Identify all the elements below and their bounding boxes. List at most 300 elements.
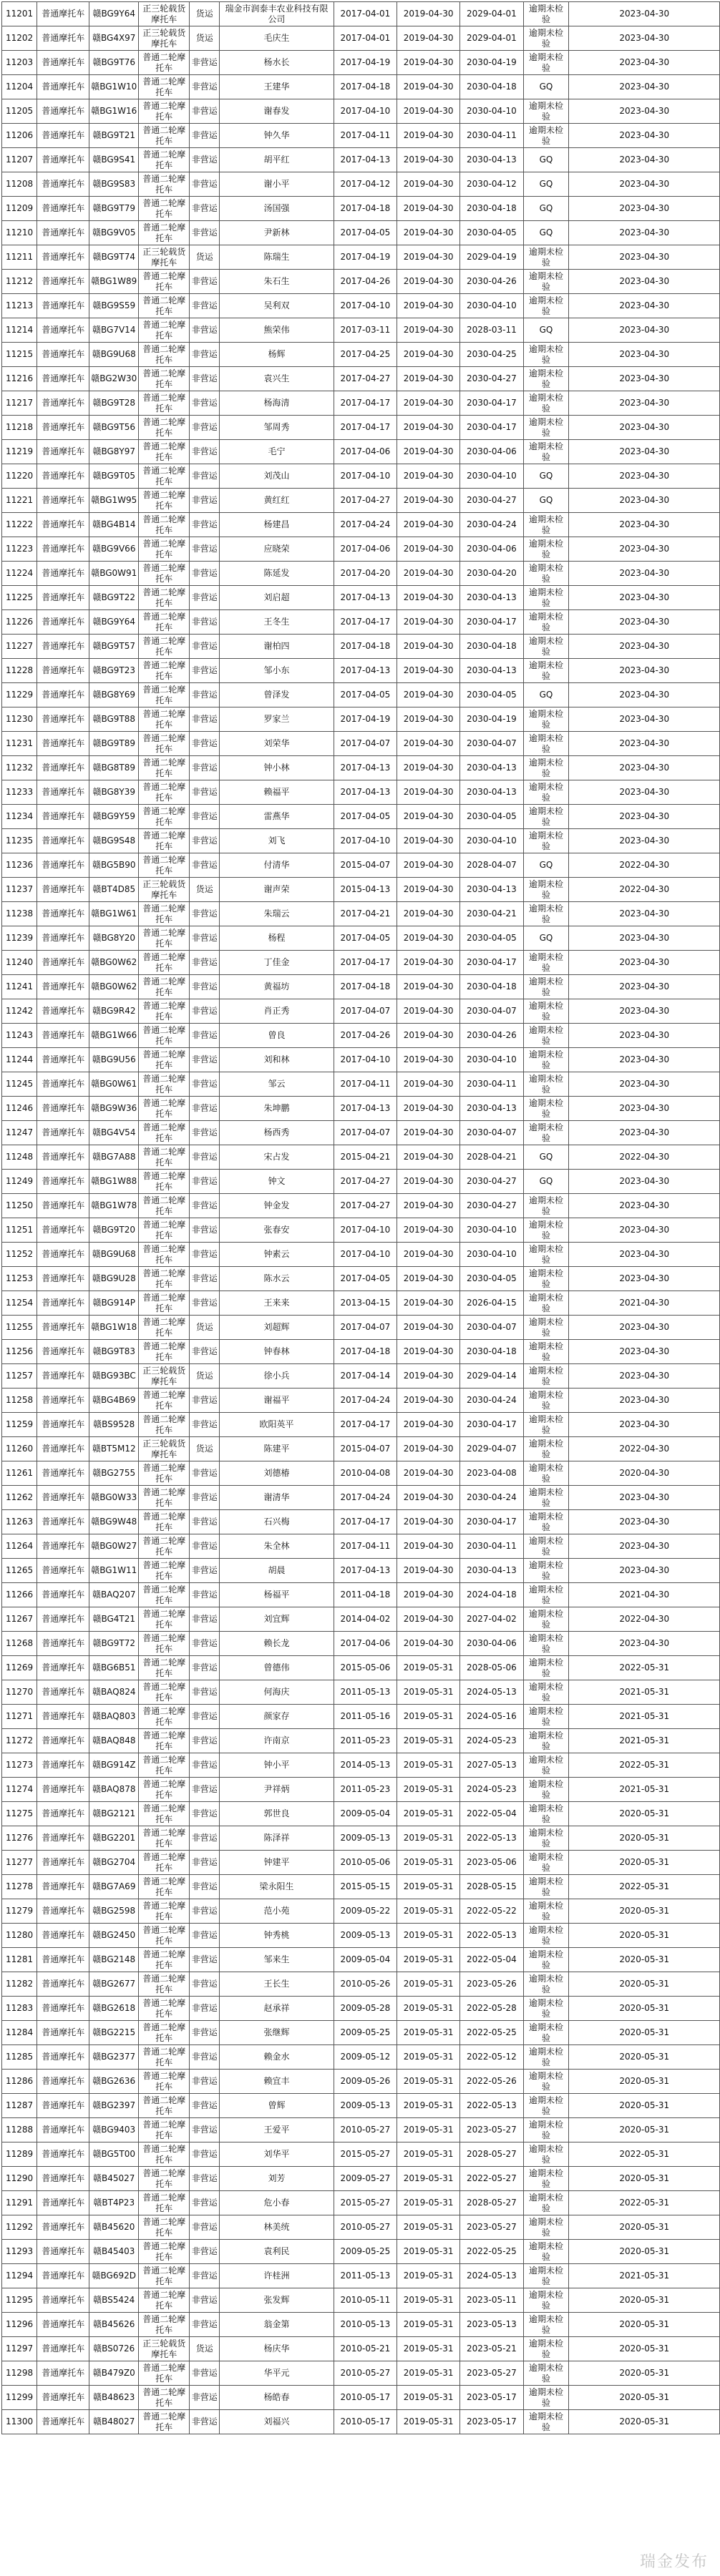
deadline-date-cell: 2020-05-31 [569, 1972, 720, 1997]
registration-date-cell: 2017-04-11 [334, 1072, 397, 1097]
inspection-valid-until-cell: 2019-04-30 [397, 513, 460, 537]
registration-date-cell: 2010-05-13 [334, 2313, 397, 2337]
vehicle-model-cell: 普通二轮摩托车 [139, 1243, 190, 1267]
vehicle-model-cell: 普通二轮摩托车 [139, 902, 190, 926]
table-row [2, 1583, 720, 1607]
registration-date-cell: 2009-05-13 [334, 1924, 397, 1948]
owner-name-cell: 刘宜辉 [220, 1607, 334, 1632]
table-row [2, 805, 720, 829]
scrap-date-cell: 2030-04-17 [460, 951, 523, 975]
table-row [2, 1267, 720, 1291]
inspection-valid-until-cell: 2019-04-30 [397, 1437, 460, 1461]
vehicle-model-cell: 普通二轮摩托车 [139, 221, 190, 245]
scrap-date-cell: 2030-04-19 [460, 51, 523, 75]
vehicle-type-cell: 普通摩托车 [37, 416, 89, 440]
registration-date-cell: 2017-04-11 [334, 124, 397, 148]
usage-type-cell: 非营运 [190, 99, 220, 124]
registration-date-cell: 2017-04-05 [334, 1267, 397, 1291]
row-number-cell: 11252 [2, 1243, 37, 1267]
vehicle-model-cell: 普通二轮摩托车 [139, 1705, 190, 1729]
inspection-valid-until-cell: 2019-04-30 [397, 197, 460, 221]
usage-type-cell: 非营运 [190, 1899, 220, 1924]
usage-type-cell: 非营运 [190, 1024, 220, 1048]
deadline-date-cell: 2023-04-30 [569, 659, 720, 683]
registration-date-cell: 2017-04-27 [334, 1170, 397, 1194]
scrap-date-cell: 2027-05-13 [460, 1753, 523, 1778]
scrap-date-cell: 2030-04-24 [460, 513, 523, 537]
scrap-date-cell: 2030-04-11 [460, 1072, 523, 1097]
vehicle-model-cell: 普通二轮摩托车 [139, 1194, 190, 1218]
inspection-valid-until-cell: 2019-04-30 [397, 853, 460, 878]
plate-number-cell: 赣BG1W66 [89, 1024, 139, 1048]
deadline-date-cell: 2020-05-31 [569, 2313, 720, 2337]
deadline-date-cell: 2023-04-30 [569, 562, 720, 586]
row-number-cell: 11280 [2, 1924, 37, 1948]
inspection-status-cell: GQ [523, 853, 569, 878]
inspection-status-cell: 逾期未检验 [523, 1607, 569, 1632]
registration-date-cell: 2017-04-17 [334, 391, 397, 416]
inspection-status-cell: 逾期未检验 [523, 2215, 569, 2240]
deadline-date-cell: 2022-04-30 [569, 853, 720, 878]
vehicle-model-cell: 普通二轮摩托车 [139, 732, 190, 756]
inspection-valid-until-cell: 2019-04-30 [397, 172, 460, 197]
registration-date-cell: 2011-05-13 [334, 1680, 397, 1705]
inspection-valid-until-cell: 2019-05-31 [397, 2021, 460, 2045]
vehicle-model-cell: 普通二轮摩托车 [139, 2191, 190, 2215]
vehicle-type-cell: 普通摩托车 [37, 1851, 89, 1875]
table-row [2, 975, 720, 999]
vehicle-model-cell: 普通二轮摩托车 [139, 2386, 190, 2410]
usage-type-cell: 货运 [190, 1437, 220, 1461]
owner-name-cell: 胡平红 [220, 148, 334, 172]
plate-number-cell: 赣BG93BC [89, 1364, 139, 1389]
usage-type-cell: 非营运 [190, 1559, 220, 1583]
registration-date-cell: 2017-04-07 [334, 732, 397, 756]
deadline-date-cell: 2020-05-31 [569, 2288, 720, 2313]
plate-number-cell: 赣BG9S83 [89, 172, 139, 197]
row-number-cell: 11283 [2, 1997, 37, 2021]
usage-type-cell: 非营运 [190, 659, 220, 683]
scrap-date-cell: 2030-04-18 [460, 1340, 523, 1364]
inspection-status-cell: 逾期未检验 [523, 805, 569, 829]
plate-number-cell: 赣BG8T89 [89, 756, 139, 780]
inspection-status-cell: GQ [523, 172, 569, 197]
registration-date-cell: 2017-04-20 [334, 562, 397, 586]
vehicle-model-cell: 普通二轮摩托车 [139, 610, 190, 635]
usage-type-cell: 货运 [190, 2337, 220, 2361]
usage-type-cell: 非营运 [190, 1048, 220, 1072]
usage-type-cell: 非营运 [190, 1875, 220, 1899]
scrap-date-cell: 2024-05-23 [460, 1778, 523, 1802]
row-number-cell: 11247 [2, 1121, 37, 1145]
inspection-status-cell: 逾期未检验 [523, 1437, 569, 1461]
owner-name-cell: 许南京 [220, 1729, 334, 1753]
plate-number-cell: 赣BG9W36 [89, 1097, 139, 1121]
table-row [2, 172, 720, 197]
owner-name-cell: 杨辉 [220, 343, 334, 367]
vehicle-type-cell: 普通摩托车 [37, 780, 89, 805]
table-row [2, 610, 720, 635]
table-row [2, 513, 720, 537]
inspection-valid-until-cell: 2019-04-30 [397, 999, 460, 1024]
registration-date-cell: 2017-04-07 [334, 1121, 397, 1145]
vehicle-model-cell: 普通二轮摩托车 [139, 172, 190, 197]
table-row [2, 999, 720, 1024]
table-row [2, 2410, 720, 2434]
table-row [2, 732, 720, 756]
vehicle-type-cell: 普通摩托车 [37, 1753, 89, 1778]
plate-number-cell: 赣BG9T22 [89, 586, 139, 610]
registration-date-cell: 2017-04-13 [334, 756, 397, 780]
usage-type-cell: 非营运 [190, 489, 220, 513]
vehicle-model-cell: 普通二轮摩托车 [139, 975, 190, 999]
registration-date-cell: 2017-04-18 [334, 1340, 397, 1364]
inspection-status-cell: 逾期未检验 [523, 2264, 569, 2288]
scrap-date-cell: 2023-05-26 [460, 1972, 523, 1997]
usage-type-cell: 非营运 [190, 513, 220, 537]
scrap-date-cell: 2030-04-25 [460, 343, 523, 367]
row-number-cell: 11294 [2, 2264, 37, 2288]
vehicle-type-cell: 普通摩托车 [37, 1437, 89, 1461]
table-row [2, 1729, 720, 1753]
deadline-date-cell: 2023-04-30 [569, 756, 720, 780]
row-number-cell: 11239 [2, 926, 37, 951]
vehicle-model-cell: 普通二轮摩托车 [139, 2118, 190, 2142]
plate-number-cell: 赣BG9S59 [89, 294, 139, 318]
usage-type-cell: 非营运 [190, 124, 220, 148]
inspection-valid-until-cell: 2019-04-30 [397, 1316, 460, 1340]
table-row [2, 26, 720, 51]
scrap-date-cell: 2028-05-06 [460, 1656, 523, 1680]
inspection-valid-until-cell: 2019-04-30 [397, 1364, 460, 1389]
inspection-status-cell: 逾期未检验 [523, 1510, 569, 1534]
inspection-status-cell: 逾期未检验 [523, 1632, 569, 1656]
inspection-valid-until-cell: 2019-04-30 [397, 829, 460, 853]
registration-date-cell: 2010-05-27 [334, 2361, 397, 2386]
deadline-date-cell: 2023-04-30 [569, 805, 720, 829]
scrap-date-cell: 2029-04-14 [460, 1364, 523, 1389]
vehicle-type-cell: 普通摩托车 [37, 878, 89, 902]
inspection-valid-until-cell: 2019-04-30 [397, 635, 460, 659]
scrap-date-cell: 2030-04-05 [460, 1267, 523, 1291]
deadline-date-cell: 2022-04-30 [569, 1145, 720, 1170]
scrap-date-cell: 2030-04-26 [460, 270, 523, 294]
deadline-date-cell: 2023-04-30 [569, 1170, 720, 1194]
table-row [2, 1218, 720, 1243]
deadline-date-cell: 2023-04-30 [569, 829, 720, 853]
vehicle-type-cell: 普通摩托车 [37, 1729, 89, 1753]
registration-date-cell: 2015-04-21 [334, 1145, 397, 1170]
deadline-date-cell: 2021-04-30 [569, 1291, 720, 1316]
vehicle-type-cell: 普通摩托车 [37, 1680, 89, 1705]
deadline-date-cell: 2023-04-30 [569, 51, 720, 75]
owner-name-cell: 陈瑞生 [220, 245, 334, 270]
registration-date-cell: 2017-04-19 [334, 707, 397, 732]
plate-number-cell: 赣BG0W33 [89, 1486, 139, 1510]
inspection-status-cell: 逾期未检验 [523, 1194, 569, 1218]
usage-type-cell: 非营运 [190, 2118, 220, 2142]
usage-type-cell: 非营运 [190, 1291, 220, 1316]
row-number-cell: 11271 [2, 1705, 37, 1729]
inspection-valid-until-cell: 2019-04-30 [397, 1170, 460, 1194]
row-number-cell: 11251 [2, 1218, 37, 1243]
table-row [2, 1607, 720, 1632]
usage-type-cell: 非营运 [190, 1753, 220, 1778]
usage-type-cell: 非营运 [190, 902, 220, 926]
owner-name-cell: 谢小平 [220, 172, 334, 197]
table-row [2, 440, 720, 464]
owner-name-cell: 曾良 [220, 1024, 334, 1048]
plate-number-cell: 赣BG1W10 [89, 75, 139, 99]
scrap-date-cell: 2022-05-28 [460, 1997, 523, 2021]
usage-type-cell: 非营运 [190, 2045, 220, 2070]
registration-date-cell: 2009-05-25 [334, 2240, 397, 2264]
inspection-valid-until-cell: 2019-05-31 [397, 1680, 460, 1705]
scrap-date-cell: 2030-04-06 [460, 1632, 523, 1656]
vehicle-type-cell: 普通摩托车 [37, 926, 89, 951]
deadline-date-cell: 2023-04-30 [569, 537, 720, 562]
row-number-cell: 11266 [2, 1583, 37, 1607]
plate-number-cell: 赣BS5424 [89, 2288, 139, 2313]
deadline-date-cell: 2023-04-30 [569, 1048, 720, 1072]
vehicle-type-cell: 普通摩托车 [37, 26, 89, 51]
owner-name-cell: 杨西秀 [220, 1121, 334, 1145]
inspection-valid-until-cell: 2019-04-30 [397, 1291, 460, 1316]
vehicle-type-cell: 普通摩托车 [37, 2386, 89, 2410]
inspection-valid-until-cell: 2019-05-31 [397, 2410, 460, 2434]
table-row [2, 1413, 720, 1437]
row-number-cell: 11257 [2, 1364, 37, 1389]
owner-name-cell: 徐小兵 [220, 1364, 334, 1389]
inspection-valid-until-cell: 2019-04-30 [397, 1145, 460, 1170]
inspection-status-cell: 逾期未检验 [523, 1072, 569, 1097]
owner-name-cell: 罗家兰 [220, 707, 334, 732]
deadline-date-cell: 2022-05-31 [569, 1875, 720, 1899]
row-number-cell: 11299 [2, 2386, 37, 2410]
registration-date-cell: 2017-04-17 [334, 610, 397, 635]
vehicle-model-cell: 正三轮载货摩托车 [139, 1437, 190, 1461]
deadline-date-cell: 2023-04-30 [569, 610, 720, 635]
inspection-valid-until-cell: 2019-05-31 [397, 2070, 460, 2094]
plate-number-cell: 赣BG1W16 [89, 99, 139, 124]
owner-name-cell: 毛宁 [220, 440, 334, 464]
inspection-status-cell: 逾期未检验 [523, 2288, 569, 2313]
vehicle-type-cell: 普通摩托车 [37, 2118, 89, 2142]
inspection-status-cell: GQ [523, 683, 569, 707]
inspection-status-cell: 逾期未检验 [523, 1243, 569, 1267]
inspection-valid-until-cell: 2019-04-30 [397, 756, 460, 780]
registration-date-cell: 2011-05-16 [334, 1705, 397, 1729]
plate-number-cell: 赣BG9T28 [89, 391, 139, 416]
scrap-date-cell: 2030-04-07 [460, 732, 523, 756]
vehicle-type-cell: 普通摩托车 [37, 1048, 89, 1072]
table-row [2, 829, 720, 853]
inspection-status-cell: 逾期未检验 [523, 610, 569, 635]
inspection-valid-until-cell: 2019-05-31 [397, 2094, 460, 2118]
scrap-date-cell: 2022-05-25 [460, 2021, 523, 2045]
scrap-date-cell: 2030-04-27 [460, 1170, 523, 1194]
registration-date-cell: 2017-04-27 [334, 367, 397, 391]
inspection-status-cell: 逾期未检验 [523, 2, 569, 26]
registration-date-cell: 2017-04-25 [334, 343, 397, 367]
owner-name-cell: 黄福坊 [220, 975, 334, 999]
row-number-cell: 11203 [2, 51, 37, 75]
scrap-date-cell: 2022-05-13 [460, 1826, 523, 1851]
usage-type-cell: 非营运 [190, 1218, 220, 1243]
deadline-date-cell: 2020-05-31 [569, 1899, 720, 1924]
scrap-date-cell: 2029-04-07 [460, 1437, 523, 1461]
owner-name-cell: 瑞金市润泰丰农业科技有限公司 [220, 2, 334, 26]
table-row [2, 951, 720, 975]
plate-number-cell: 赣BS9528 [89, 1413, 139, 1437]
vehicle-model-cell: 普通二轮摩托车 [139, 999, 190, 1024]
plate-number-cell: 赣BG8Y20 [89, 926, 139, 951]
table-row [2, 1170, 720, 1194]
inspection-status-cell: 逾期未检验 [523, 1802, 569, 1826]
inspection-status-cell: 逾期未检验 [523, 999, 569, 1024]
vehicle-type-cell: 普通摩托车 [37, 1194, 89, 1218]
inspection-status-cell: 逾期未检验 [523, 1656, 569, 1680]
plate-number-cell: 赣BAQ803 [89, 1705, 139, 1729]
inspection-status-cell: 逾期未检验 [523, 2240, 569, 2264]
usage-type-cell: 非营运 [190, 197, 220, 221]
vehicle-model-cell: 普通二轮摩托车 [139, 2021, 190, 2045]
vehicle-model-cell: 正三轮载货摩托车 [139, 245, 190, 270]
vehicle-type-cell: 普通摩托车 [37, 1997, 89, 2021]
table-row [2, 2045, 720, 2070]
scrap-date-cell: 2028-03-11 [460, 318, 523, 343]
plate-number-cell: 赣BG9T79 [89, 197, 139, 221]
vehicle-type-cell: 普通摩托车 [37, 1802, 89, 1826]
owner-name-cell: 赖福平 [220, 780, 334, 805]
registration-date-cell: 2017-04-26 [334, 1024, 397, 1048]
vehicle-model-cell: 普通二轮摩托车 [139, 2264, 190, 2288]
plate-number-cell: 赣B45620 [89, 2215, 139, 2240]
registration-date-cell: 2017-04-05 [334, 926, 397, 951]
registration-date-cell: 2010-05-06 [334, 1851, 397, 1875]
usage-type-cell: 非营运 [190, 805, 220, 829]
owner-name-cell: 张发辉 [220, 2288, 334, 2313]
vehicle-model-cell: 普通二轮摩托车 [139, 1218, 190, 1243]
owner-name-cell: 曾德伟 [220, 1656, 334, 1680]
inspection-valid-until-cell: 2019-04-30 [397, 343, 460, 367]
inspection-status-cell: GQ [523, 221, 569, 245]
owner-name-cell: 杨水长 [220, 51, 334, 75]
scrap-date-cell: 2022-05-13 [460, 2094, 523, 2118]
inspection-status-cell: 逾期未检验 [523, 1875, 569, 1899]
table-row [2, 1924, 720, 1948]
plate-number-cell: 赣BG9W48 [89, 1510, 139, 1534]
row-number-cell: 11219 [2, 440, 37, 464]
scrap-date-cell: 2030-04-10 [460, 1243, 523, 1267]
vehicle-model-cell: 普通二轮摩托车 [139, 270, 190, 294]
owner-name-cell: 林美统 [220, 2215, 334, 2240]
vehicle-type-cell: 普通摩托车 [37, 99, 89, 124]
row-number-cell: 11254 [2, 1291, 37, 1316]
plate-number-cell: 赣BG2598 [89, 1899, 139, 1924]
inspection-status-cell: 逾期未检验 [523, 2142, 569, 2167]
table-row [2, 1291, 720, 1316]
table-row [2, 1875, 720, 1899]
row-number-cell: 11278 [2, 1875, 37, 1899]
row-number-cell: 11270 [2, 1680, 37, 1705]
scrap-date-cell: 2030-04-10 [460, 99, 523, 124]
usage-type-cell: 非营运 [190, 148, 220, 172]
vehicle-type-cell: 普通摩托车 [37, 294, 89, 318]
row-number-cell: 11268 [2, 1632, 37, 1656]
inspection-valid-until-cell: 2019-04-30 [397, 1534, 460, 1559]
inspection-valid-until-cell: 2019-04-30 [397, 1072, 460, 1097]
table-row [2, 318, 720, 343]
owner-name-cell: 赖长龙 [220, 1632, 334, 1656]
owner-name-cell: 朱瑞云 [220, 902, 334, 926]
usage-type-cell: 非营运 [190, 1510, 220, 1534]
registration-date-cell: 2017-04-13 [334, 659, 397, 683]
vehicle-model-cell: 普通二轮摩托车 [139, 2142, 190, 2167]
usage-type-cell: 非营运 [190, 318, 220, 343]
registration-date-cell: 2017-04-26 [334, 270, 397, 294]
owner-name-cell: 曾辉 [220, 2094, 334, 2118]
inspection-valid-until-cell: 2019-05-31 [397, 2118, 460, 2142]
table-row [2, 1705, 720, 1729]
registration-date-cell: 2011-04-18 [334, 1583, 397, 1607]
scrap-date-cell: 2024-04-18 [460, 1583, 523, 1607]
table-row [2, 221, 720, 245]
owner-name-cell: 陈泽祥 [220, 1826, 334, 1851]
plate-number-cell: 赣BG6B51 [89, 1656, 139, 1680]
table-row [2, 1680, 720, 1705]
registration-date-cell: 2017-04-13 [334, 148, 397, 172]
vehicle-type-cell: 普通摩托车 [37, 537, 89, 562]
vehicle-model-cell: 正三轮载货摩托车 [139, 1364, 190, 1389]
usage-type-cell: 非营运 [190, 829, 220, 853]
vehicle-type-cell: 普通摩托车 [37, 1778, 89, 1802]
vehicle-type-cell: 普通摩托车 [37, 1243, 89, 1267]
vehicle-type-cell: 普通摩托车 [37, 2337, 89, 2361]
plate-number-cell: 赣BG4V54 [89, 1121, 139, 1145]
registration-date-cell: 2009-05-25 [334, 2021, 397, 2045]
table-row [2, 148, 720, 172]
inspection-status-cell: 逾期未检验 [523, 586, 569, 610]
vehicle-type-cell: 普通摩托车 [37, 2021, 89, 2045]
inspection-status-cell: 逾期未检验 [523, 1972, 569, 1997]
inspection-status-cell: 逾期未检验 [523, 1048, 569, 1072]
inspection-valid-until-cell: 2019-04-30 [397, 26, 460, 51]
inspection-valid-until-cell: 2019-05-31 [397, 1656, 460, 1680]
plate-number-cell: 赣BG9S48 [89, 829, 139, 853]
vehicle-type-cell: 普通摩托车 [37, 270, 89, 294]
table-row [2, 1048, 720, 1072]
vehicle-model-cell: 普通二轮摩托车 [139, 1121, 190, 1145]
scrap-date-cell: 2023-05-06 [460, 1851, 523, 1875]
row-number-cell: 11234 [2, 805, 37, 829]
vehicle-model-cell: 普通二轮摩托车 [139, 562, 190, 586]
table-row [2, 1851, 720, 1875]
owner-name-cell: 刘芳 [220, 2167, 334, 2191]
usage-type-cell: 非营运 [190, 1972, 220, 1997]
registration-date-cell: 2009-05-27 [334, 2167, 397, 2191]
vehicle-type-cell: 普通摩托车 [37, 2240, 89, 2264]
scrap-date-cell: 2027-04-02 [460, 1607, 523, 1632]
vehicle-model-cell: 普通二轮摩托车 [139, 197, 190, 221]
deadline-date-cell: 2023-04-30 [569, 343, 720, 367]
scrap-date-cell: 2030-04-11 [460, 124, 523, 148]
usage-type-cell: 非营运 [190, 440, 220, 464]
usage-type-cell: 非营运 [190, 2094, 220, 2118]
table-row [2, 1632, 720, 1656]
plate-number-cell: 赣BG9V66 [89, 537, 139, 562]
inspection-status-cell: 逾期未检验 [523, 659, 569, 683]
